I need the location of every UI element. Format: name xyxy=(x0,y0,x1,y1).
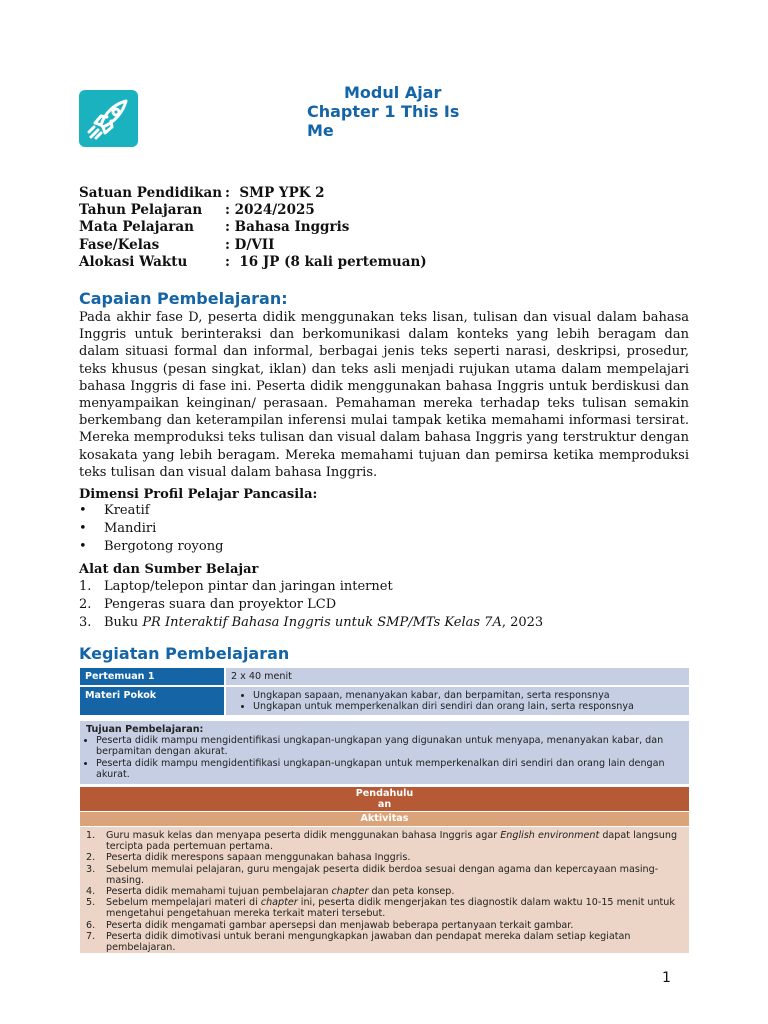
aktivitas-text: Sebelum mempelajari materi di xyxy=(106,897,261,909)
item-number: 6. xyxy=(86,919,96,931)
pendahuluan-line-1: Pendahulu xyxy=(355,788,414,799)
list-item xyxy=(86,886,683,897)
meta-value: : Bahasa Inggris xyxy=(225,219,350,236)
meta-key: Tahun Pelajaran xyxy=(79,202,203,219)
meta-key: Mata Pelajaran xyxy=(79,219,194,236)
title-line-3: Me xyxy=(307,121,334,140)
materi-item: • Ungkapan sapaan, menanyakan kabar, dan berpamitan, serta responsnya xyxy=(253,690,684,701)
dimensi-heading: Dimensi Profil Pelajar Pancasila: xyxy=(79,487,318,502)
list-item xyxy=(86,852,683,863)
table-row xyxy=(80,668,689,685)
meta-value: : 16 JP (8 kali pertemuan) xyxy=(225,253,427,270)
aktivitas-text-post: ini, peserta didik mengerjakan tes diagnostik dalam waktu 10-15 menit untuk mengetahui pengetahuan mereka terkait materi tersebut. xyxy=(106,897,675,920)
pendahuluan-header xyxy=(80,787,689,811)
meta-row xyxy=(79,237,427,254)
alat-item: Pengeras suara dan proyektor LCD xyxy=(104,596,337,612)
book-title: PR Interaktif Bahasa Inggris untuk SMP/MTs Kelas 7A xyxy=(142,614,502,630)
page-number: 1 xyxy=(662,970,671,986)
materi-label: Materi Pokok xyxy=(80,687,224,715)
list-item xyxy=(86,920,683,931)
list-item: • Bergotong royong xyxy=(79,538,224,554)
meta-key: Satuan Pendidikan xyxy=(79,185,223,201)
meta-row xyxy=(79,219,427,236)
item-number: 2. xyxy=(86,852,96,864)
list-item: • Mandiri xyxy=(79,520,157,536)
alat-item: Laptop/telepon pintar dan jaringan internet xyxy=(104,579,393,594)
meta-value: : 2024/2025 xyxy=(225,202,315,219)
list-item xyxy=(79,614,543,632)
aktivitas-text: Peserta didik merespons sapaan menggunakan bahasa Inggris. xyxy=(106,852,411,864)
dimensi-item: Bergotong royong xyxy=(104,538,224,554)
title-line-1: Modul Ajar xyxy=(344,83,442,102)
logo xyxy=(79,90,138,147)
list-item xyxy=(86,864,683,886)
alat-heading: Alat dan Sumber Belajar xyxy=(79,562,259,577)
pendahuluan-line-2: an xyxy=(377,799,392,810)
list-item xyxy=(86,931,683,953)
dimensi-item: Kreatif xyxy=(104,503,150,518)
item-number: 1. xyxy=(86,830,96,841)
meta-key: Alokasi Waktu xyxy=(79,253,188,270)
meta-key: Fase/Kelas xyxy=(79,236,160,253)
item-number: 5. xyxy=(86,897,96,909)
materi-item: • Ungkapan untuk memperkenalkan diri sendiri dan orang lain, serta responsnya xyxy=(253,701,684,712)
alat-list xyxy=(79,578,543,631)
identity-block xyxy=(79,185,427,271)
aktivitas-list xyxy=(80,827,689,953)
tujuan-item: • Peserta didik mampu mengidentifikasi ungkapan-ungkapan untuk memperkenalkan diri sendiri dan orang lain dengan akurat. xyxy=(96,758,683,780)
aktivitas-text-post: dapat langsung tercipta pada pertemuan pertama. xyxy=(106,830,678,853)
capaian-heading: Capaian Pembelajaran: xyxy=(79,289,288,308)
meta-value: : SMP YPK 2 xyxy=(225,185,325,201)
meta-row xyxy=(79,202,427,219)
aktivitas-text: Peserta didik mengamati gambar apersepsi dan menjawab beberapa pertanyaan terkait gambar. xyxy=(106,919,574,931)
item-number: 2. xyxy=(79,596,92,612)
rocket-icon xyxy=(79,90,138,147)
aktivitas-text-post: dan peta konsep. xyxy=(368,886,455,898)
list-item xyxy=(79,578,543,596)
capaian-paragraph: Pada akhir fase D, peserta didik menggunakan teks lisan, tulisan dan visual dalam bahasa Inggris untuk berinteraksi dan berkomunikasi dalam konteks yang lebih beragam dan dalam situasi formal dan informal, berbagai jenis teks seperti narasi, deskripsi, prosedur, teks khusus (pesan singkat, iklan) dan teks asli menjadi rujukan utama dalam mempelajari bahasa Inggris di fase ini. Peserta didik menggunakan bahasa Inggris untuk berdiskusi dan menyampaikan keinginan/ perasaan. Pemahaman mereka terhadap teks tulisan semakin berkembang dan keterampilan inferensi mulai tampak ketika memahami informasi tersirat. Mereka memproduksi teks tulisan dan visual dalam bahasa Inggris yang terstruktur dengan kosakata yang lebih beragam. Mereka memahami tujuan dan pemirsa ketika memproduksi teks tulisan dan visual dalam bahasa Inggris. xyxy=(79,310,689,480)
alat-item: Buku xyxy=(104,614,143,630)
tujuan-item: • Peserta didik mampu mengidentifikasi ungkapan-ungkapan yang digunakan untuk menyapa, menanyakan kabar, dan berpamitan dengan akurat. xyxy=(96,735,683,757)
meta-row xyxy=(79,254,427,271)
title-line-2: Chapter 1 This Is xyxy=(307,102,460,121)
tujuan-box xyxy=(80,721,689,784)
materi-value xyxy=(226,687,689,715)
pertemuan-value: 2 x 40 menit xyxy=(226,668,689,685)
item-number: 7. xyxy=(86,930,96,942)
aktivitas-text: Peserta didik dimotivasi untuk berani mengungkapkan jawaban dan pendapat mereka dalam setiap kegiatan pembelajaran. xyxy=(106,930,631,954)
dimensi-item: Mandiri xyxy=(104,520,157,536)
document-title xyxy=(307,83,507,140)
list-item: • Kreatif xyxy=(79,503,150,518)
item-number: 3. xyxy=(79,614,92,630)
aktivitas-text: Peserta didik memahami tujuan pembelajaran xyxy=(106,886,332,898)
list-item xyxy=(86,897,683,919)
pertemuan-table xyxy=(80,668,689,715)
aktivitas-text: Sebelum memulai pelajaran, guru mengajak peserta didik berdoa sesuai dengan agama dan kepercayaan masing-masing. xyxy=(106,863,659,886)
aktivitas-italic: chapter xyxy=(260,897,298,909)
pertemuan-label: Pertemuan 1 xyxy=(80,668,224,685)
dimensi-list xyxy=(79,502,223,555)
aktivitas-header: Aktivitas xyxy=(80,812,689,826)
kegiatan-heading: Kegiatan Pembelajaran xyxy=(79,644,290,663)
tujuan-heading: Tujuan Pembelajaran: xyxy=(86,724,204,735)
list-item xyxy=(79,596,543,614)
meta-value: : D/VII xyxy=(225,236,275,253)
item-number: 3. xyxy=(86,863,96,875)
list-item xyxy=(86,830,683,852)
aktivitas-italic: chapter xyxy=(331,886,369,898)
item-number: 1. xyxy=(79,579,92,594)
meta-row xyxy=(79,185,427,202)
aktivitas-text: Guru masuk kelas dan menyapa peserta didik menggunakan bahasa Inggris agar xyxy=(106,830,501,841)
table-row xyxy=(80,687,689,715)
aktivitas-italic: English environment xyxy=(500,830,600,841)
book-year: , 2023 xyxy=(501,614,544,630)
item-number: 4. xyxy=(86,886,96,898)
